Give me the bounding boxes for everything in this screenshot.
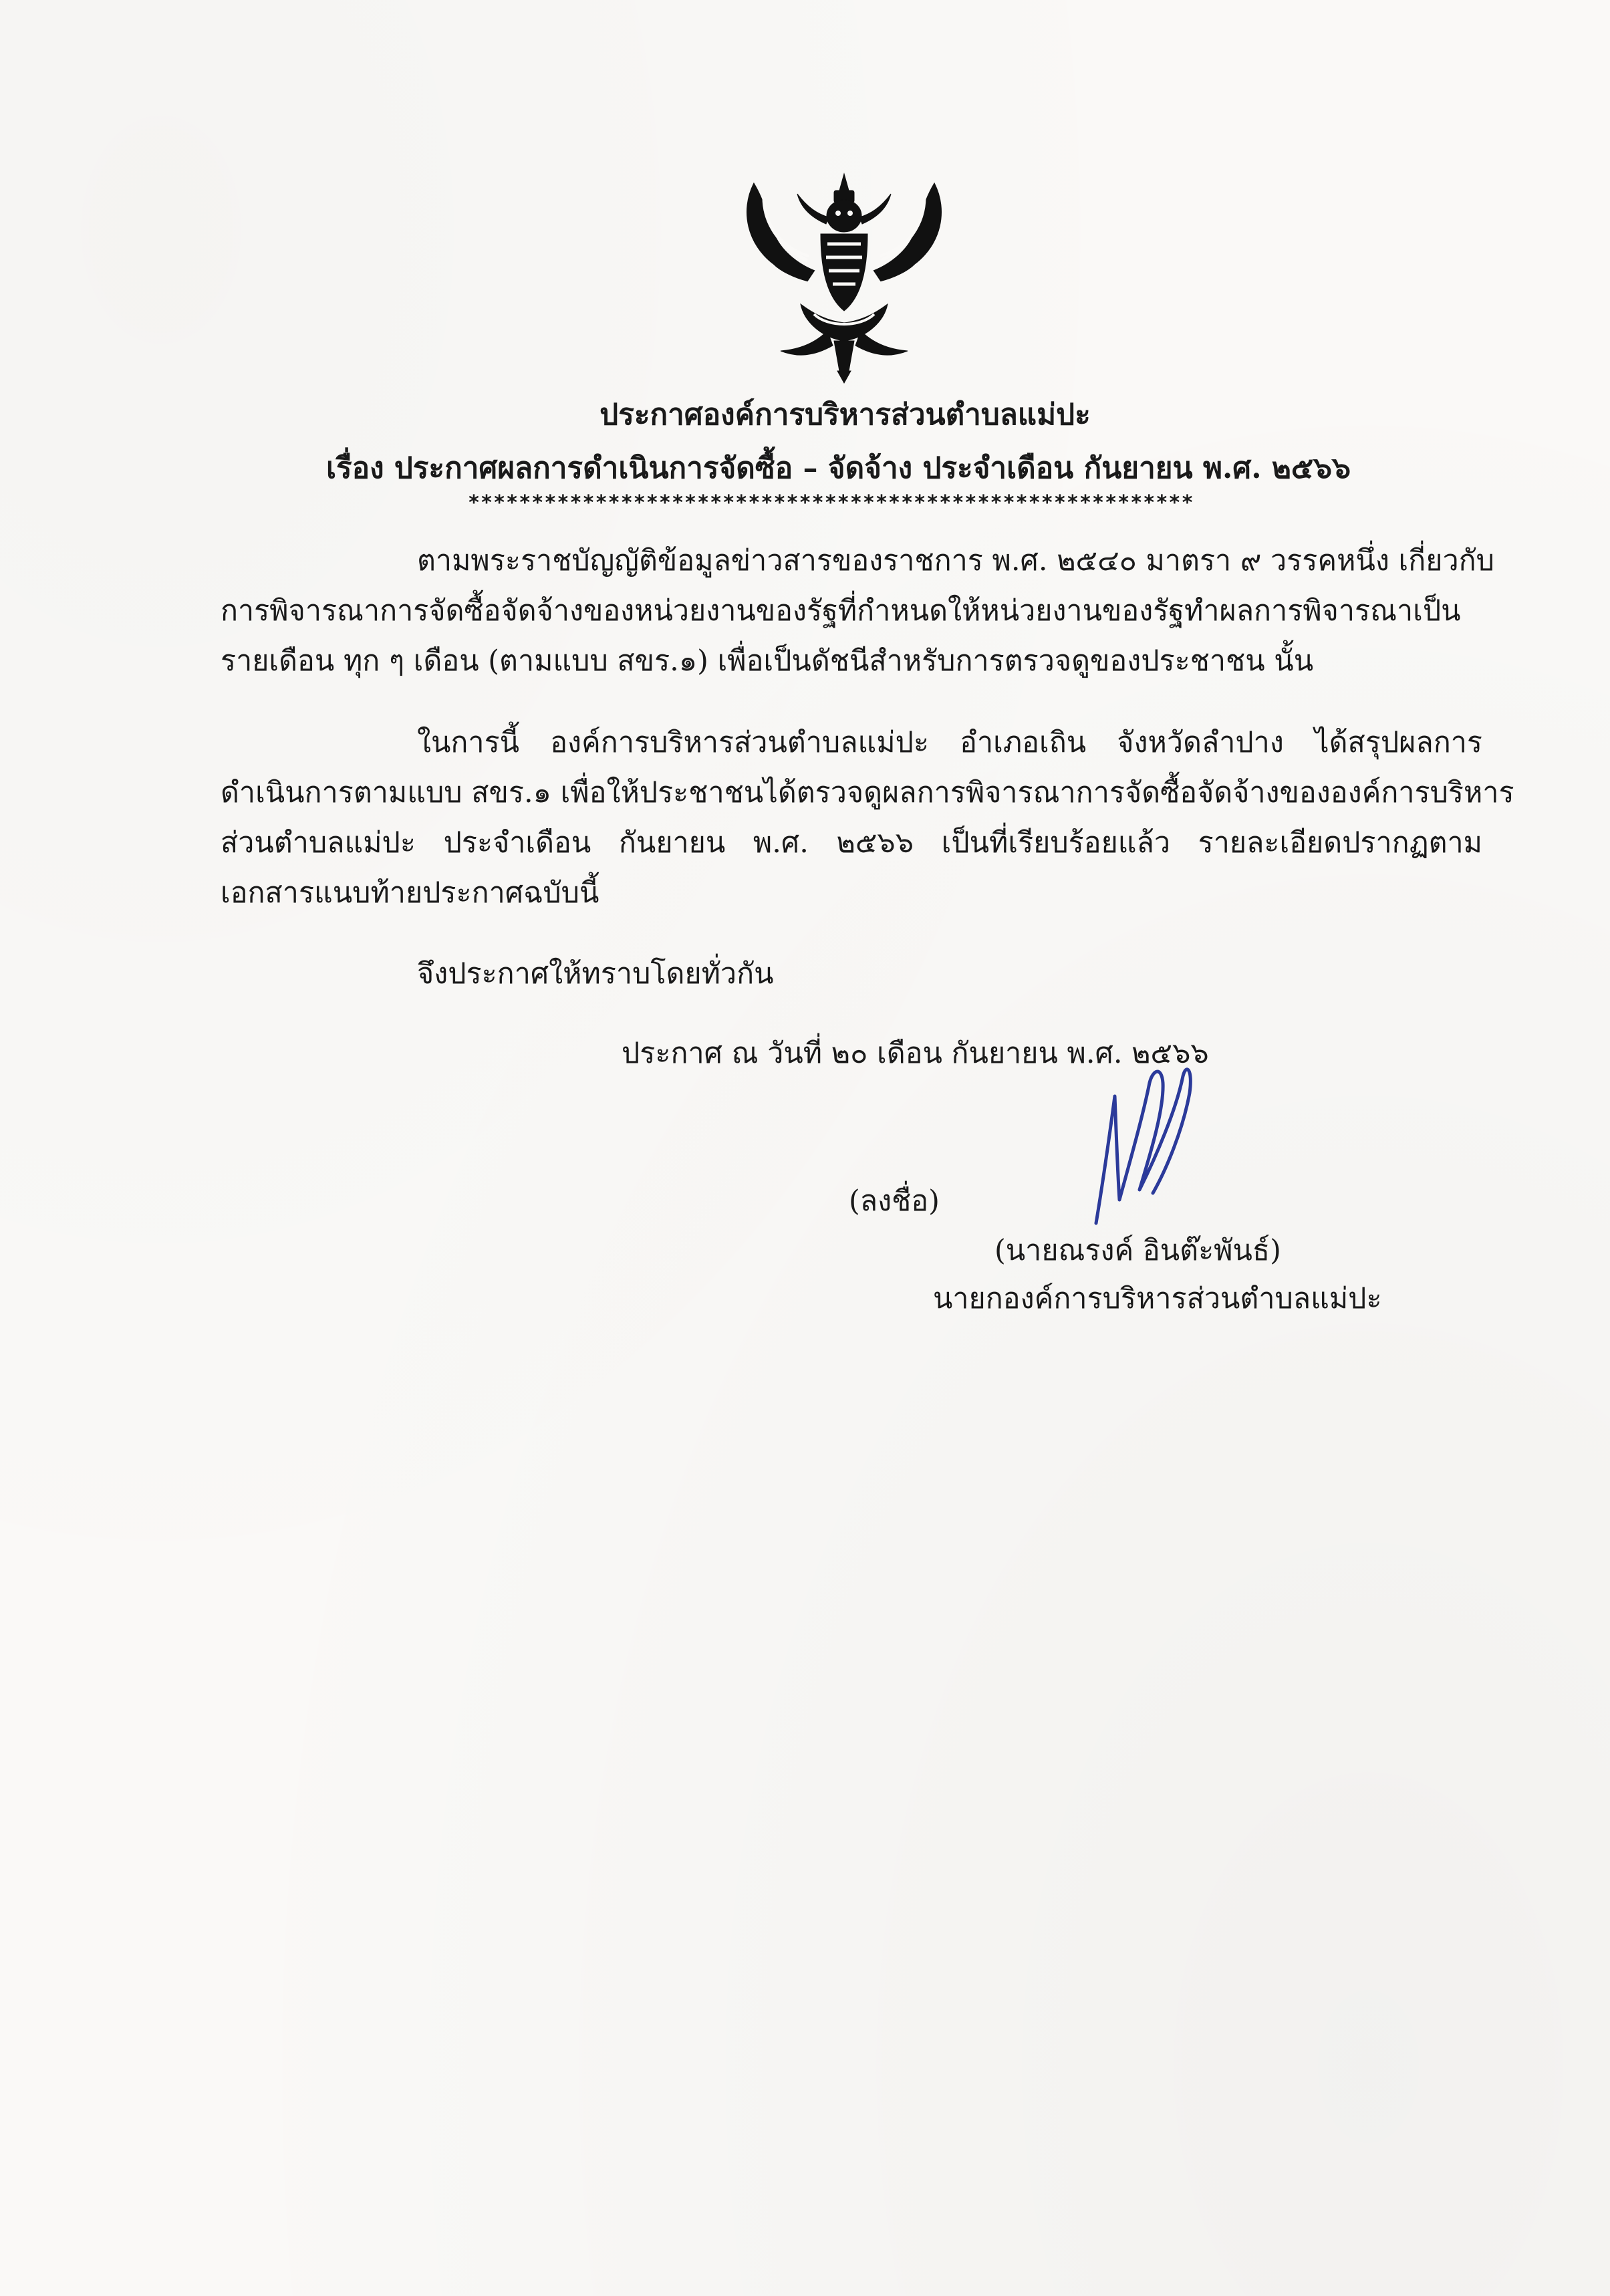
paragraph-1-line-2: การพิจารณาการจัดซื้อจัดจ้างของหน่วยงานของรัฐที่กำหนดให้หน่วยงานของรัฐทำผลการพิจารณาเป็น xyxy=(221,594,1461,628)
separator-line: ********************************************************* xyxy=(468,491,1194,515)
document-subject: เรื่อง ประกาศผลการดำเนินการจัดซื้อ – จัดจ้าง ประจำเดือน กันยายน พ.ศ. ๒๕๖๖ xyxy=(325,451,1351,485)
paragraph-2-line-3: ส่วนตำบลแม่ปะ ประจำเดือน กันยายน พ.ศ. ๒๕๖๖ เป็นที่เรียบร้อยแล้ว รายละเอียดปรากฏตาม xyxy=(221,826,1482,860)
document-title: ประกาศองค์การบริหารส่วนตำบลแม่ปะ xyxy=(599,398,1091,432)
paragraph-1-line-3: รายเดือน ทุก ๆ เดือน (ตามแบบ สขร.๑) เพื่อเป็นดัชนีสำหรับการตรวจดูของประชาชน นั้น xyxy=(221,644,1314,678)
closing-statement: จึงประกาศให้ทราบโดยทั่วกัน xyxy=(417,957,774,991)
signatory-position: นายกองค์การบริหารส่วนตำบลแม่ปะ xyxy=(933,1282,1382,1315)
garuda-emblem-icon xyxy=(734,170,954,384)
paragraph-2-line-2: ดำเนินการตามแบบ สขร.๑ เพื่อให้ประชาชนได้ตรวจดูผลการพิจารณาการจัดซื้อจัดจ้างขององค์การบริหาร xyxy=(221,776,1514,809)
handwritten-signature xyxy=(1083,1056,1203,1230)
paragraph-2-line-4: เอกสารแนบท้ายประกาศฉบับนี้ xyxy=(221,876,599,910)
paragraph-2-line-1: ในการนี้ องค์การบริหารส่วนตำบลแม่ปะ อำเภอเถิน จังหวัดลำปาง ได้สรุปผลการ xyxy=(417,726,1482,759)
announcement-date: ประกาศ ณ วันที่ ๒๐ เดือน กันยายน พ.ศ. ๒๕๖๖ xyxy=(622,1037,1209,1070)
paragraph-1-line-1: ตามพระราชบัญญัติข้อมูลข่าวสารของราชการ พ.ศ. ๒๕๔๐ มาตรา ๙ วรรคหนึ่ง เกี่ยวกับ xyxy=(417,544,1494,578)
signature-label: (ลงชื่อ) xyxy=(849,1184,940,1218)
signatory-name: (นายณรงค์ อินต๊ะพันธ์) xyxy=(994,1234,1281,1267)
